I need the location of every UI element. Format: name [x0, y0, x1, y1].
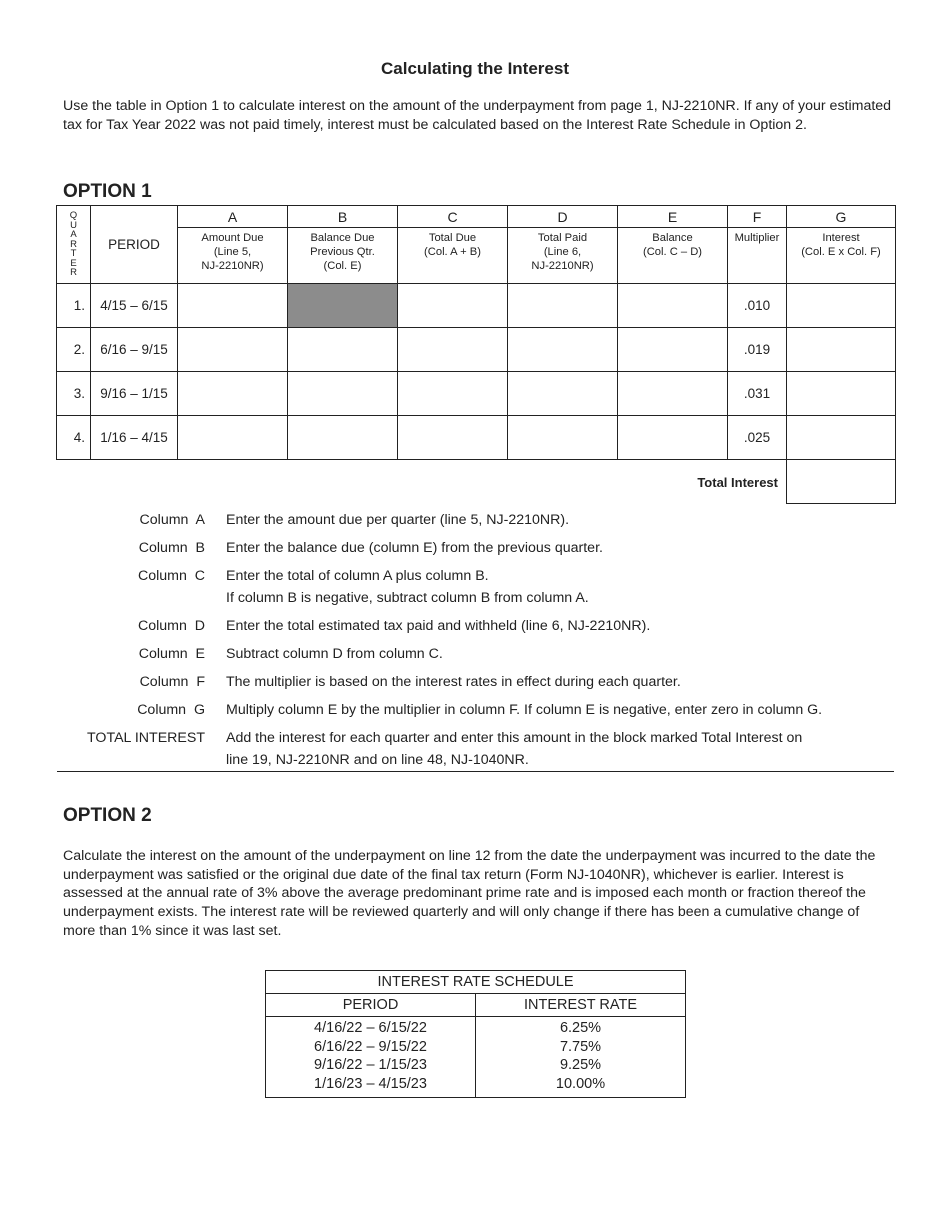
col-desc-line: Balance Due [310, 232, 375, 244]
col-a-input[interactable] [178, 372, 288, 416]
col-c-input[interactable] [398, 328, 508, 372]
quarter-letter: E [70, 257, 77, 269]
col-a-input[interactable] [178, 416, 288, 460]
instruction-line: Subtract column D from column C. [226, 646, 443, 662]
schedule-rate: 10.00% [555, 1075, 606, 1092]
section-divider [57, 771, 894, 772]
schedule-period-header: PERIOD [266, 994, 476, 1017]
multiplier-cell: .031 [728, 372, 787, 416]
col-g-input[interactable] [787, 328, 896, 372]
col-f-desc [728, 228, 787, 284]
col-e-input[interactable] [618, 284, 728, 328]
col-d-desc [508, 228, 618, 284]
col-a-letter: A [178, 206, 288, 228]
col-c-letter: C [398, 206, 508, 228]
quarter-number: 3. [57, 372, 91, 416]
schedule-title: INTEREST RATE SCHEDULE [266, 971, 686, 994]
quarter-letter: A [70, 229, 77, 241]
col-g-input[interactable] [787, 284, 896, 328]
instruction-row [56, 565, 894, 609]
instruction-line: Multiply column E by the multiplier in column F. If column E is negative, enter zero in column G. [226, 702, 823, 718]
instruction-line: Add the interest for each quarter and enter this amount in the block marked Total Interest on [226, 730, 803, 746]
col-desc-line: Previous Qtr. [310, 246, 375, 258]
col-desc-line: Interest [822, 232, 860, 244]
col-desc-line: Amount Due [201, 232, 264, 244]
col-desc-line: Total Paid [537, 232, 588, 244]
col-b-input[interactable] [288, 416, 398, 460]
col-c-input[interactable] [398, 284, 508, 328]
instruction-line: Enter the amount due per quarter (line 5, NJ-2210NR). [226, 512, 570, 528]
col-b-desc [288, 228, 398, 284]
instruction-text [226, 615, 894, 637]
instruction-text [226, 671, 894, 693]
instruction-line: If column B is negative, subtract column B from column A. [226, 590, 589, 606]
option2-paragraph: Calculate the interest on the amount of the underpayment on line 12 from the date the underpayment was incurred to the date the underpayment was satisfied or the original due date of the final tax return (Form NJ-1040NR), whichever is earlier. Interest is assessed at the annual rate of 3% above the average predominant prime rate and is imposed each month or fraction thereof the underpayment exists. The interest rate will be reviewed quarterly and will only change if there has been a cumulative change of more than 1% since it was last set. [63, 848, 876, 939]
schedule-rate: 9.25% [559, 1057, 602, 1073]
col-desc-line: NJ-2210NR) [201, 260, 264, 272]
col-desc-line: (Col. E x Col. F) [801, 246, 881, 258]
instruction-text [226, 643, 894, 665]
col-e-desc [618, 228, 728, 284]
instruction-label: Column B [138, 540, 205, 556]
col-b-letter: B [288, 206, 398, 228]
instruction-text [226, 509, 894, 531]
schedule-period: 1/16/23 – 4/15/23 [314, 1075, 427, 1092]
col-desc-line: NJ-2210NR) [531, 260, 594, 272]
col-desc-line: Total Due [428, 232, 477, 244]
table-row [57, 416, 896, 460]
total-interest-input[interactable] [787, 460, 896, 504]
total-interest-label: Total Interest [697, 475, 778, 490]
col-b-shaded [288, 284, 398, 328]
period-cell: 1/16 – 4/15 [91, 416, 178, 460]
schedule-period: 9/16/22 – 1/15/23 [314, 1057, 427, 1073]
option1-heading: OPTION 1 [63, 181, 152, 202]
instruction-label: Column C [137, 568, 205, 584]
col-a-input[interactable] [178, 328, 288, 372]
page-title: Calculating the Interest [381, 59, 569, 78]
col-e-input[interactable] [618, 372, 728, 416]
table-row [57, 284, 896, 328]
quarter-number: 4. [57, 416, 91, 460]
col-c-input[interactable] [398, 416, 508, 460]
instruction-label: Column G [137, 702, 205, 718]
col-a-desc [178, 228, 288, 284]
quarter-letter: T [70, 248, 77, 260]
col-b-input[interactable] [288, 372, 398, 416]
col-f-letter: F [728, 206, 787, 228]
schedule-rate: 7.75% [559, 1038, 602, 1055]
instruction-row [56, 643, 894, 665]
instruction-row [56, 671, 894, 693]
period-header: PERIOD [91, 206, 178, 284]
col-d-input[interactable] [508, 372, 618, 416]
col-g-desc [787, 228, 896, 284]
schedule-rate: 6.25% [559, 1020, 602, 1036]
quarter-number: 2. [57, 328, 91, 372]
col-desc-line: Multiplier [734, 232, 780, 244]
col-desc-line: (Line 6, [543, 246, 582, 258]
instruction-row [56, 699, 894, 721]
option1-interest-table [56, 205, 896, 504]
instruction-label: TOTAL INTEREST [87, 730, 205, 746]
table-row [57, 328, 896, 372]
quarter-number: 1. [57, 284, 91, 328]
instruction-text [226, 727, 894, 771]
instruction-label: Column F [139, 674, 205, 690]
option2-heading: OPTION 2 [63, 805, 152, 826]
instruction-text [226, 537, 894, 559]
schedule-rates [476, 1017, 686, 1098]
col-g-input[interactable] [787, 372, 896, 416]
quarter-letter: R [70, 238, 77, 250]
column-instructions [56, 509, 894, 777]
col-e-input[interactable] [618, 328, 728, 372]
instruction-text [226, 565, 894, 609]
multiplier-cell: .019 [728, 328, 787, 372]
quarter-letter: R [70, 267, 77, 279]
col-g-letter: G [787, 206, 896, 228]
col-d-input[interactable] [508, 416, 618, 460]
col-desc-line: (Col. A + B) [424, 246, 481, 258]
schedule-period: 6/16/22 – 9/15/22 [314, 1038, 427, 1055]
col-c-desc [398, 228, 508, 284]
quarter-letter: Q [69, 209, 78, 221]
instruction-label: Column D [137, 618, 205, 634]
col-desc-line: (Line 5, [213, 246, 252, 258]
col-b-input[interactable] [288, 328, 398, 372]
col-d-letter: D [508, 206, 618, 228]
instruction-row [56, 727, 894, 771]
schedule-period: 4/16/22 – 6/15/22 [314, 1020, 427, 1036]
col-e-letter: E [618, 206, 728, 228]
schedule-periods [266, 1017, 476, 1098]
period-cell: 6/16 – 9/15 [91, 328, 178, 372]
instruction-line: line 19, NJ-2210NR and on line 48, NJ-1040NR. [226, 752, 529, 768]
instruction-line: Enter the total estimated tax paid and withheld (line 6, NJ-2210NR). [226, 618, 651, 634]
col-d-input[interactable] [508, 284, 618, 328]
instruction-row [56, 615, 894, 637]
col-d-input[interactable] [508, 328, 618, 372]
instruction-label: Column E [138, 646, 205, 662]
col-a-input[interactable] [178, 284, 288, 328]
quarter-letter: U [70, 219, 77, 231]
instruction-label: Column A [139, 512, 205, 528]
schedule-rate-header: INTEREST RATE [476, 994, 686, 1017]
instruction-row [56, 509, 894, 531]
instruction-line: Enter the balance due (column E) from the previous quarter. [226, 540, 603, 556]
col-desc-line: Balance [652, 232, 693, 244]
multiplier-cell: .010 [728, 284, 787, 328]
quarter-header [57, 206, 91, 284]
col-desc-line: (Col. C – D) [642, 246, 703, 258]
intro-paragraph: Use the table in Option 1 to calculate interest on the amount of the underpayment from page 1, NJ-2210NR. If any of your estimated tax for Tax Year 2022 was not paid timely, interest must be calculated based on the Interest Rate Schedule in Option 2. [63, 98, 892, 133]
col-g-input[interactable] [787, 416, 896, 460]
instruction-line: Enter the total of column A plus column B. [226, 568, 489, 584]
col-e-input[interactable] [618, 416, 728, 460]
multiplier-cell: .025 [728, 416, 787, 460]
col-desc-line: (Col. E) [323, 260, 362, 272]
instruction-line: The multiplier is based on the interest rates in effect during each quarter. [226, 674, 681, 690]
interest-rate-schedule [265, 970, 686, 1098]
col-c-input[interactable] [398, 372, 508, 416]
period-cell: 9/16 – 1/15 [91, 372, 178, 416]
instruction-row [56, 537, 894, 559]
table-row [57, 372, 896, 416]
period-cell: 4/15 – 6/15 [91, 284, 178, 328]
instruction-text [226, 699, 894, 721]
